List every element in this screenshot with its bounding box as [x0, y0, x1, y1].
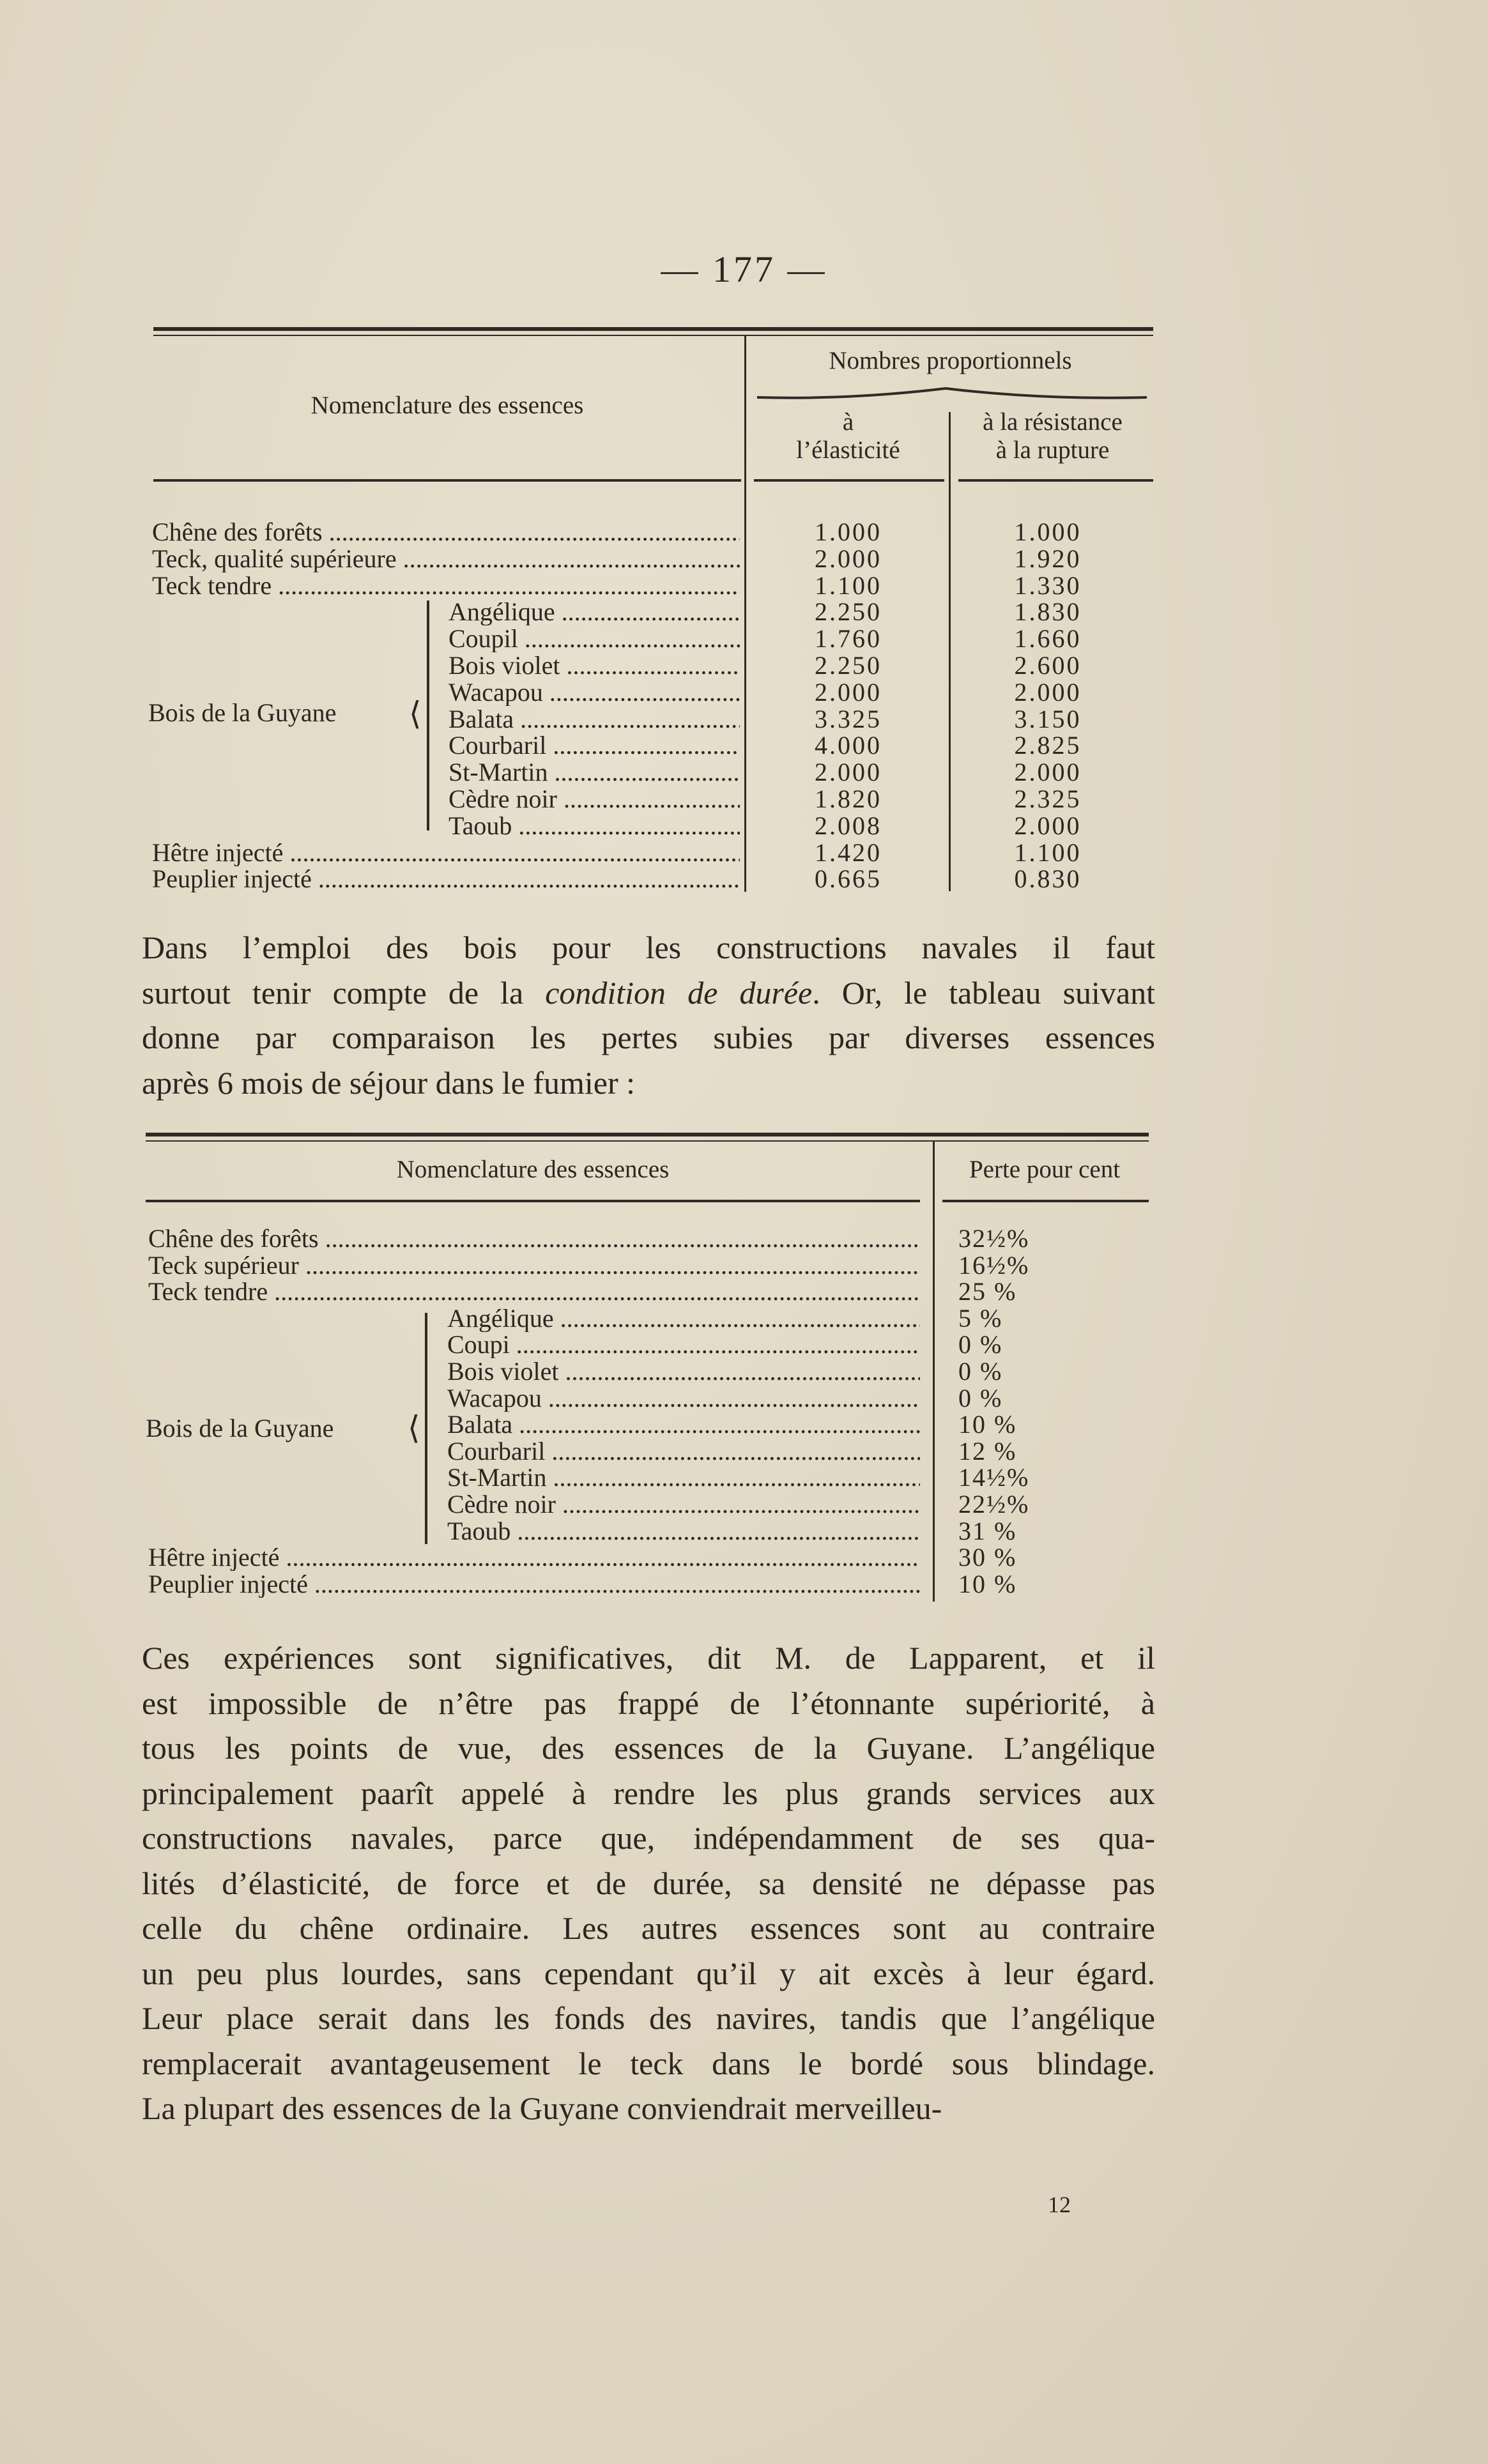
para2-line: Ces expériences sont significatives, dit M. de Lapparent, et il	[142, 1640, 1155, 1676]
table1-name-header: Nomenclature des essences	[311, 392, 584, 419]
table-row: Wacapou .....	[447, 1385, 920, 1412]
table-row: Coupi .....	[447, 1331, 920, 1358]
loss-value: 10 %	[958, 1569, 1017, 1598]
row-name: Hêtre injecté .....	[152, 839, 740, 866]
rupture-value: 2.000	[1014, 811, 1082, 840]
para2-line: tous les points de vue, des essences de la Guyane. L’angélique	[142, 1730, 1155, 1766]
table-row	[449, 625, 740, 652]
table1-brace	[427, 601, 429, 830]
elasticity-value: 2.250	[815, 597, 882, 627]
para2-line: lités d’élasticité, de force et de durée, sa densité ne dépasse pas	[142, 1865, 1155, 1901]
rupture-value: 2.825	[1014, 731, 1082, 760]
elasticity-value: 2.250	[815, 651, 882, 680]
table-row	[449, 813, 740, 839]
page-number: — 177 —	[661, 249, 827, 290]
elasticity-value: 2.000	[815, 677, 882, 707]
elasticity-value: 1.820	[815, 784, 882, 813]
table-row: St-Martin .....	[447, 1464, 920, 1491]
para2-line: celle du chêne ordinaire. Les autres essences sont au contraire	[142, 1910, 1155, 1946]
para1-line: donne par comparaison les pertes subies par diverses essences	[142, 1020, 1155, 1055]
loss-value: 0 %	[958, 1357, 1003, 1386]
table1-group-label: Bois de la Guyane	[148, 698, 337, 727]
elasticity-value: 2.000	[815, 544, 882, 573]
table2-brace-tip: ⟨	[408, 1410, 420, 1446]
table-row: Hêtre injecté .....	[148, 1544, 920, 1571]
table-row	[449, 706, 740, 733]
elasticity-value: 0.665	[815, 864, 882, 894]
table1-col-divider	[744, 336, 746, 892]
para2-line: La plupart des essences de la Guyane conviendrait merveilleu-	[142, 2090, 942, 2126]
para2-line: remplacerait avantageusement le teck dans le bordé sous blindage.	[142, 2045, 1155, 2081]
table-row: Bois violet .....	[447, 1358, 920, 1385]
row-name: St-Martin .....	[449, 759, 740, 786]
loss-value: 14½%	[958, 1463, 1030, 1492]
para1-line: après 6 mois de séjour dans le fumier :	[142, 1064, 636, 1101]
table-row	[449, 786, 740, 813]
table-row	[449, 732, 740, 759]
para2-line: Leur place serait dans les fonds des navires, tandis que l’angélique	[142, 2000, 1155, 2036]
table2-header-rule-2	[942, 1200, 1149, 1202]
table1-sub1-b: l’élasticité	[796, 436, 900, 464]
row-name: Teck, qualité supérieure .....	[152, 546, 740, 572]
row-name: Courbaril .....	[449, 732, 740, 759]
table-row: Courbaril .....	[447, 1438, 920, 1465]
table2-name-header: Nomenclature des essences	[396, 1156, 670, 1183]
table-row	[449, 652, 740, 679]
table1-sub1-a: à	[842, 408, 854, 436]
rupture-value: 2.325	[1014, 784, 1082, 813]
table-row	[449, 679, 740, 706]
row-name: Peuplier injecté .....	[152, 866, 740, 892]
table2-top-rule	[146, 1133, 1149, 1136]
table1-header-rule-1	[153, 479, 741, 482]
row-name: Taoub .....	[449, 813, 740, 839]
table-row	[152, 866, 740, 892]
elasticity-value: 3.325	[815, 704, 882, 733]
row-name: Teck tendre .....	[152, 572, 740, 599]
table-row: Balata .....	[447, 1411, 920, 1438]
loss-value: 30 %	[958, 1543, 1017, 1572]
table2-brace	[425, 1313, 427, 1544]
rupture-value: 3.150	[1014, 704, 1082, 733]
table1-brace-tip: ⟨	[409, 696, 422, 731]
loss-value: 0 %	[958, 1383, 1003, 1412]
table-row	[152, 519, 740, 546]
table-row: Teck supérieur .....	[148, 1252, 920, 1279]
table-row: Chêne des forêts .....	[148, 1225, 920, 1252]
row-name: Cèdre noir .....	[449, 786, 740, 813]
row-name: Balata .....	[449, 706, 740, 733]
table1-sub2-b: à la rupture	[995, 436, 1110, 464]
para2-line: un peu plus lourdes, sans cependant qu’il y ait excès à leur égard.	[142, 1955, 1155, 1991]
elasticity-value: 2.000	[815, 758, 882, 787]
rupture-value: 2.000	[1014, 758, 1082, 787]
loss-value: 5 %	[958, 1303, 1003, 1333]
elasticity-value: 1.100	[815, 570, 882, 600]
row-name: Bois violet .....	[449, 652, 740, 679]
table1-subcol-divider	[949, 412, 951, 891]
signature-mark: 12	[1048, 2192, 1071, 2217]
table2-top-rule-thin	[146, 1140, 1149, 1142]
table-row: Taoub .....	[447, 1518, 920, 1545]
rupture-value: 1.100	[1014, 838, 1082, 867]
row-name: Coupil .....	[449, 625, 740, 652]
table2-header-rule-1	[146, 1200, 920, 1202]
para1-line: Dans l’emploi des bois pour les constructions navales il faut	[142, 930, 1155, 965]
loss-value: 0 %	[958, 1330, 1003, 1359]
table1-header-rule-2	[754, 479, 944, 482]
table-row	[152, 546, 740, 572]
paragraph-2	[142, 1635, 1155, 2131]
row-name: Angélique .....	[449, 599, 740, 625]
table2-col-divider	[933, 1142, 935, 1602]
table1-sub2-a: à la résistance	[983, 408, 1123, 436]
table-row	[152, 572, 740, 599]
row-name: Chêne des forêts .....	[152, 519, 740, 546]
table-row: Angélique .....	[447, 1305, 920, 1332]
table1-header-rule-3	[958, 479, 1153, 482]
para1-line-italic: surtout tenir compte de la condition de durée. Or, le tableau suivant	[142, 974, 1155, 1011]
loss-value: 16½%	[958, 1250, 1030, 1280]
rupture-value: 2.000	[1014, 677, 1082, 707]
loss-value: 31 %	[958, 1516, 1017, 1545]
rupture-value: 1.330	[1014, 570, 1082, 600]
elasticity-value: 2.008	[815, 811, 882, 840]
elasticity-value: 1.420	[815, 838, 882, 867]
elasticity-value: 1.000	[815, 517, 882, 546]
table1-top-rule-thin	[153, 335, 1153, 336]
table2-group-label: Bois de la Guyane	[146, 1414, 334, 1442]
rupture-value: 0.830	[1014, 864, 1082, 894]
rupture-value: 1.000	[1014, 517, 1082, 546]
table-row: Teck tendre .....	[148, 1278, 920, 1305]
paragraph-1	[142, 925, 1155, 1105]
table1-group-header: Nombres proportionnels	[829, 347, 1072, 374]
rupture-value: 1.830	[1014, 597, 1082, 627]
table-row	[449, 599, 740, 625]
loss-value: 22½%	[958, 1490, 1030, 1519]
loss-value: 10 %	[958, 1410, 1017, 1439]
row-name: Wacapou .....	[449, 679, 740, 706]
elasticity-value: 1.760	[815, 624, 882, 654]
table1-top-rule	[153, 327, 1153, 331]
table-row: Peuplier injecté .....	[148, 1571, 920, 1598]
rupture-value: 1.660	[1014, 624, 1082, 654]
para2-line: constructions navales, parce que, indépendamment de ses qua-	[142, 1820, 1155, 1856]
rupture-value: 1.920	[1014, 544, 1082, 573]
rupture-value: 2.600	[1014, 651, 1082, 680]
para2-line: principalement paarît appelé à rendre les plus grands services aux	[142, 1775, 1155, 1811]
table-row	[152, 839, 740, 866]
loss-value: 25 %	[958, 1277, 1017, 1306]
table1-group-swash	[754, 383, 1150, 402]
table-row: Cèdre noir .....	[447, 1491, 920, 1518]
elasticity-value: 4.000	[815, 731, 882, 760]
table-row	[449, 759, 740, 786]
loss-value: 32½%	[958, 1224, 1030, 1253]
table2-loss-header: Perte pour cent	[969, 1156, 1121, 1183]
loss-value: 12 %	[958, 1436, 1017, 1465]
para2-line: est impossible de n’être pas frappé de l’étonnante supériorité, à	[142, 1685, 1155, 1721]
